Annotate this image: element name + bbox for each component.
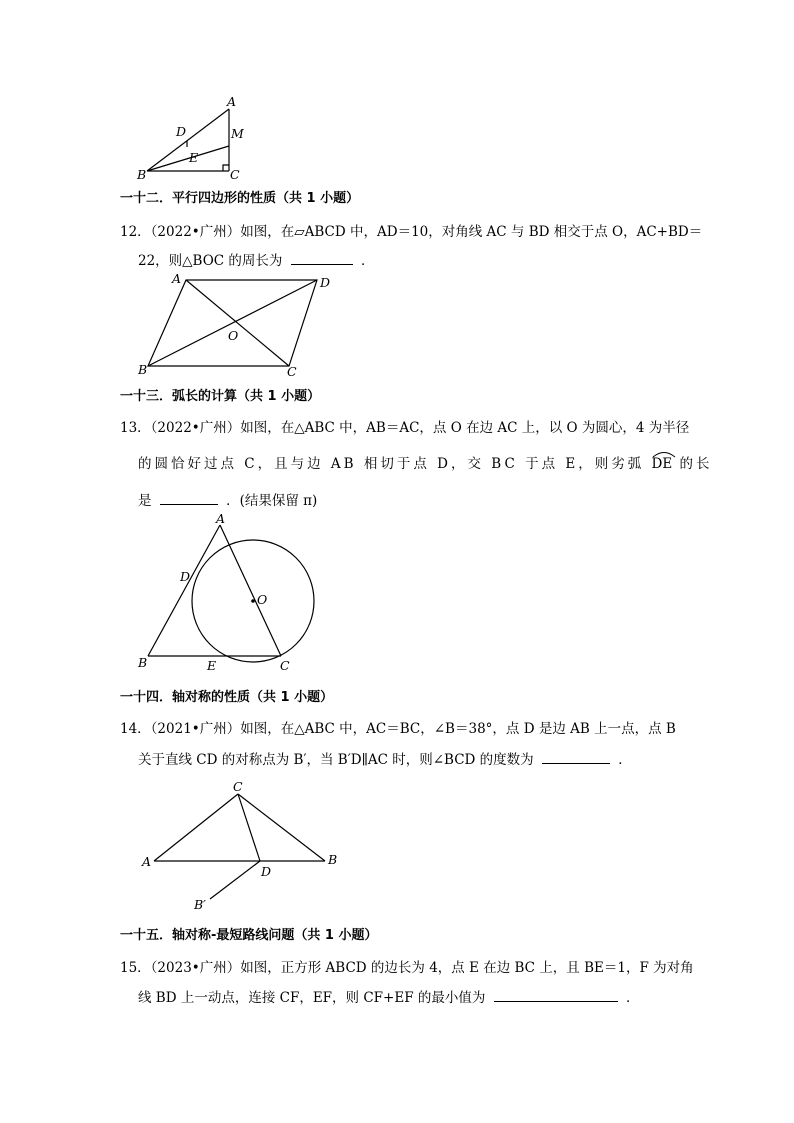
q14-end: ． (618, 752, 632, 768)
label-b: B (138, 362, 148, 377)
label-b: B (328, 852, 338, 867)
section-14-heading: 一十四．轴对称的性质（共 1 小题） (120, 690, 334, 705)
label-a: A (172, 271, 182, 286)
section-13-heading: 一十三．弧长的计算（共 1 小题） (120, 389, 321, 404)
label-c: C (280, 658, 290, 673)
label-a: A (227, 94, 237, 109)
q13-line3 (138, 489, 698, 509)
section-12-heading: 一十二．平行四边形的性质（共 1 小题） (120, 191, 360, 206)
q15-line1: 15．（2023•广州）如图，正方形 ABCD 的边长为 4，点 E 在边 BC 上，且 BE＝1，F 为对角 (120, 960, 694, 976)
q13-text-start: 是 (138, 493, 152, 509)
q14-line2 (138, 748, 698, 768)
label-d: D (320, 275, 331, 290)
figure-triangle-circle (134, 512, 324, 677)
q15-end: ． (625, 990, 640, 1006)
q12-line1: 12．（2022•广州）如图，在▱ABCD 中，AD＝10，对角线 AC 与 BD 相交于点 O，AC+BD＝ (120, 224, 703, 240)
q13-text-tail: 的长 (679, 456, 713, 472)
label-d: D (176, 124, 187, 139)
label-m: M (231, 126, 244, 141)
arc-symbol-icon (652, 450, 676, 458)
label-b: B (137, 167, 147, 182)
q12-line2 (138, 249, 698, 269)
q12-text: 22，则△BOC 的周长为 (138, 253, 283, 269)
q13-line1: 13．（2022•广州）如图，在△ABC 中，AB＝AC，点 O 在边 AC 上，以 O 为圆心，4 为半径 (120, 420, 690, 436)
figure-right-triangle (130, 92, 260, 184)
label-a: A (142, 854, 152, 869)
figure-parallelogram (134, 270, 344, 378)
arc-de-label: DE (652, 456, 673, 472)
label-a: A (216, 512, 226, 526)
q15-text: 线 BD 上一动点，连接 CF，EF，则 CF+EF 的最小值为 (138, 990, 486, 1006)
q13-text: 的圆恰好过点 C，且与边 AB 相切于点 D，交 BC 于点 E，则劣弧 (138, 456, 645, 472)
label-d: D (261, 864, 272, 879)
q13-text-end: ．(结果保留 π) (226, 493, 318, 509)
label-c: C (287, 364, 297, 378)
answer-blank-12 (291, 252, 353, 265)
q14-text: 关于直线 CD 的对称点为 B′，当 B′D∥AC 时，则∠BCD 的度数为 (138, 752, 534, 768)
label-o: O (257, 592, 268, 607)
answer-blank-13 (160, 492, 218, 505)
label-d: D (180, 569, 191, 584)
label-e: E (207, 658, 217, 673)
label-o: O (228, 328, 239, 343)
answer-blank-15 (494, 989, 618, 1002)
q15-line2 (138, 986, 698, 1006)
label-c: C (230, 167, 240, 182)
label-e: E (189, 150, 199, 165)
label-c: C (233, 779, 243, 794)
q13-line2 (138, 452, 713, 472)
q12-end: ． (361, 253, 375, 269)
label-b-prime: B′ (194, 897, 207, 912)
figure-symmetry-triangle (134, 775, 354, 915)
q14-line1: 14．（2021•广州）如图，在△ABC 中，AC＝BC，∠B＝38°，点 D 是边 AB 上一点，点 B (120, 721, 676, 737)
section-15-heading: 一十五．轴对称-最短路线问题（共 1 小题） (120, 928, 378, 943)
label-b: B (138, 655, 148, 670)
answer-blank-14 (542, 751, 610, 764)
